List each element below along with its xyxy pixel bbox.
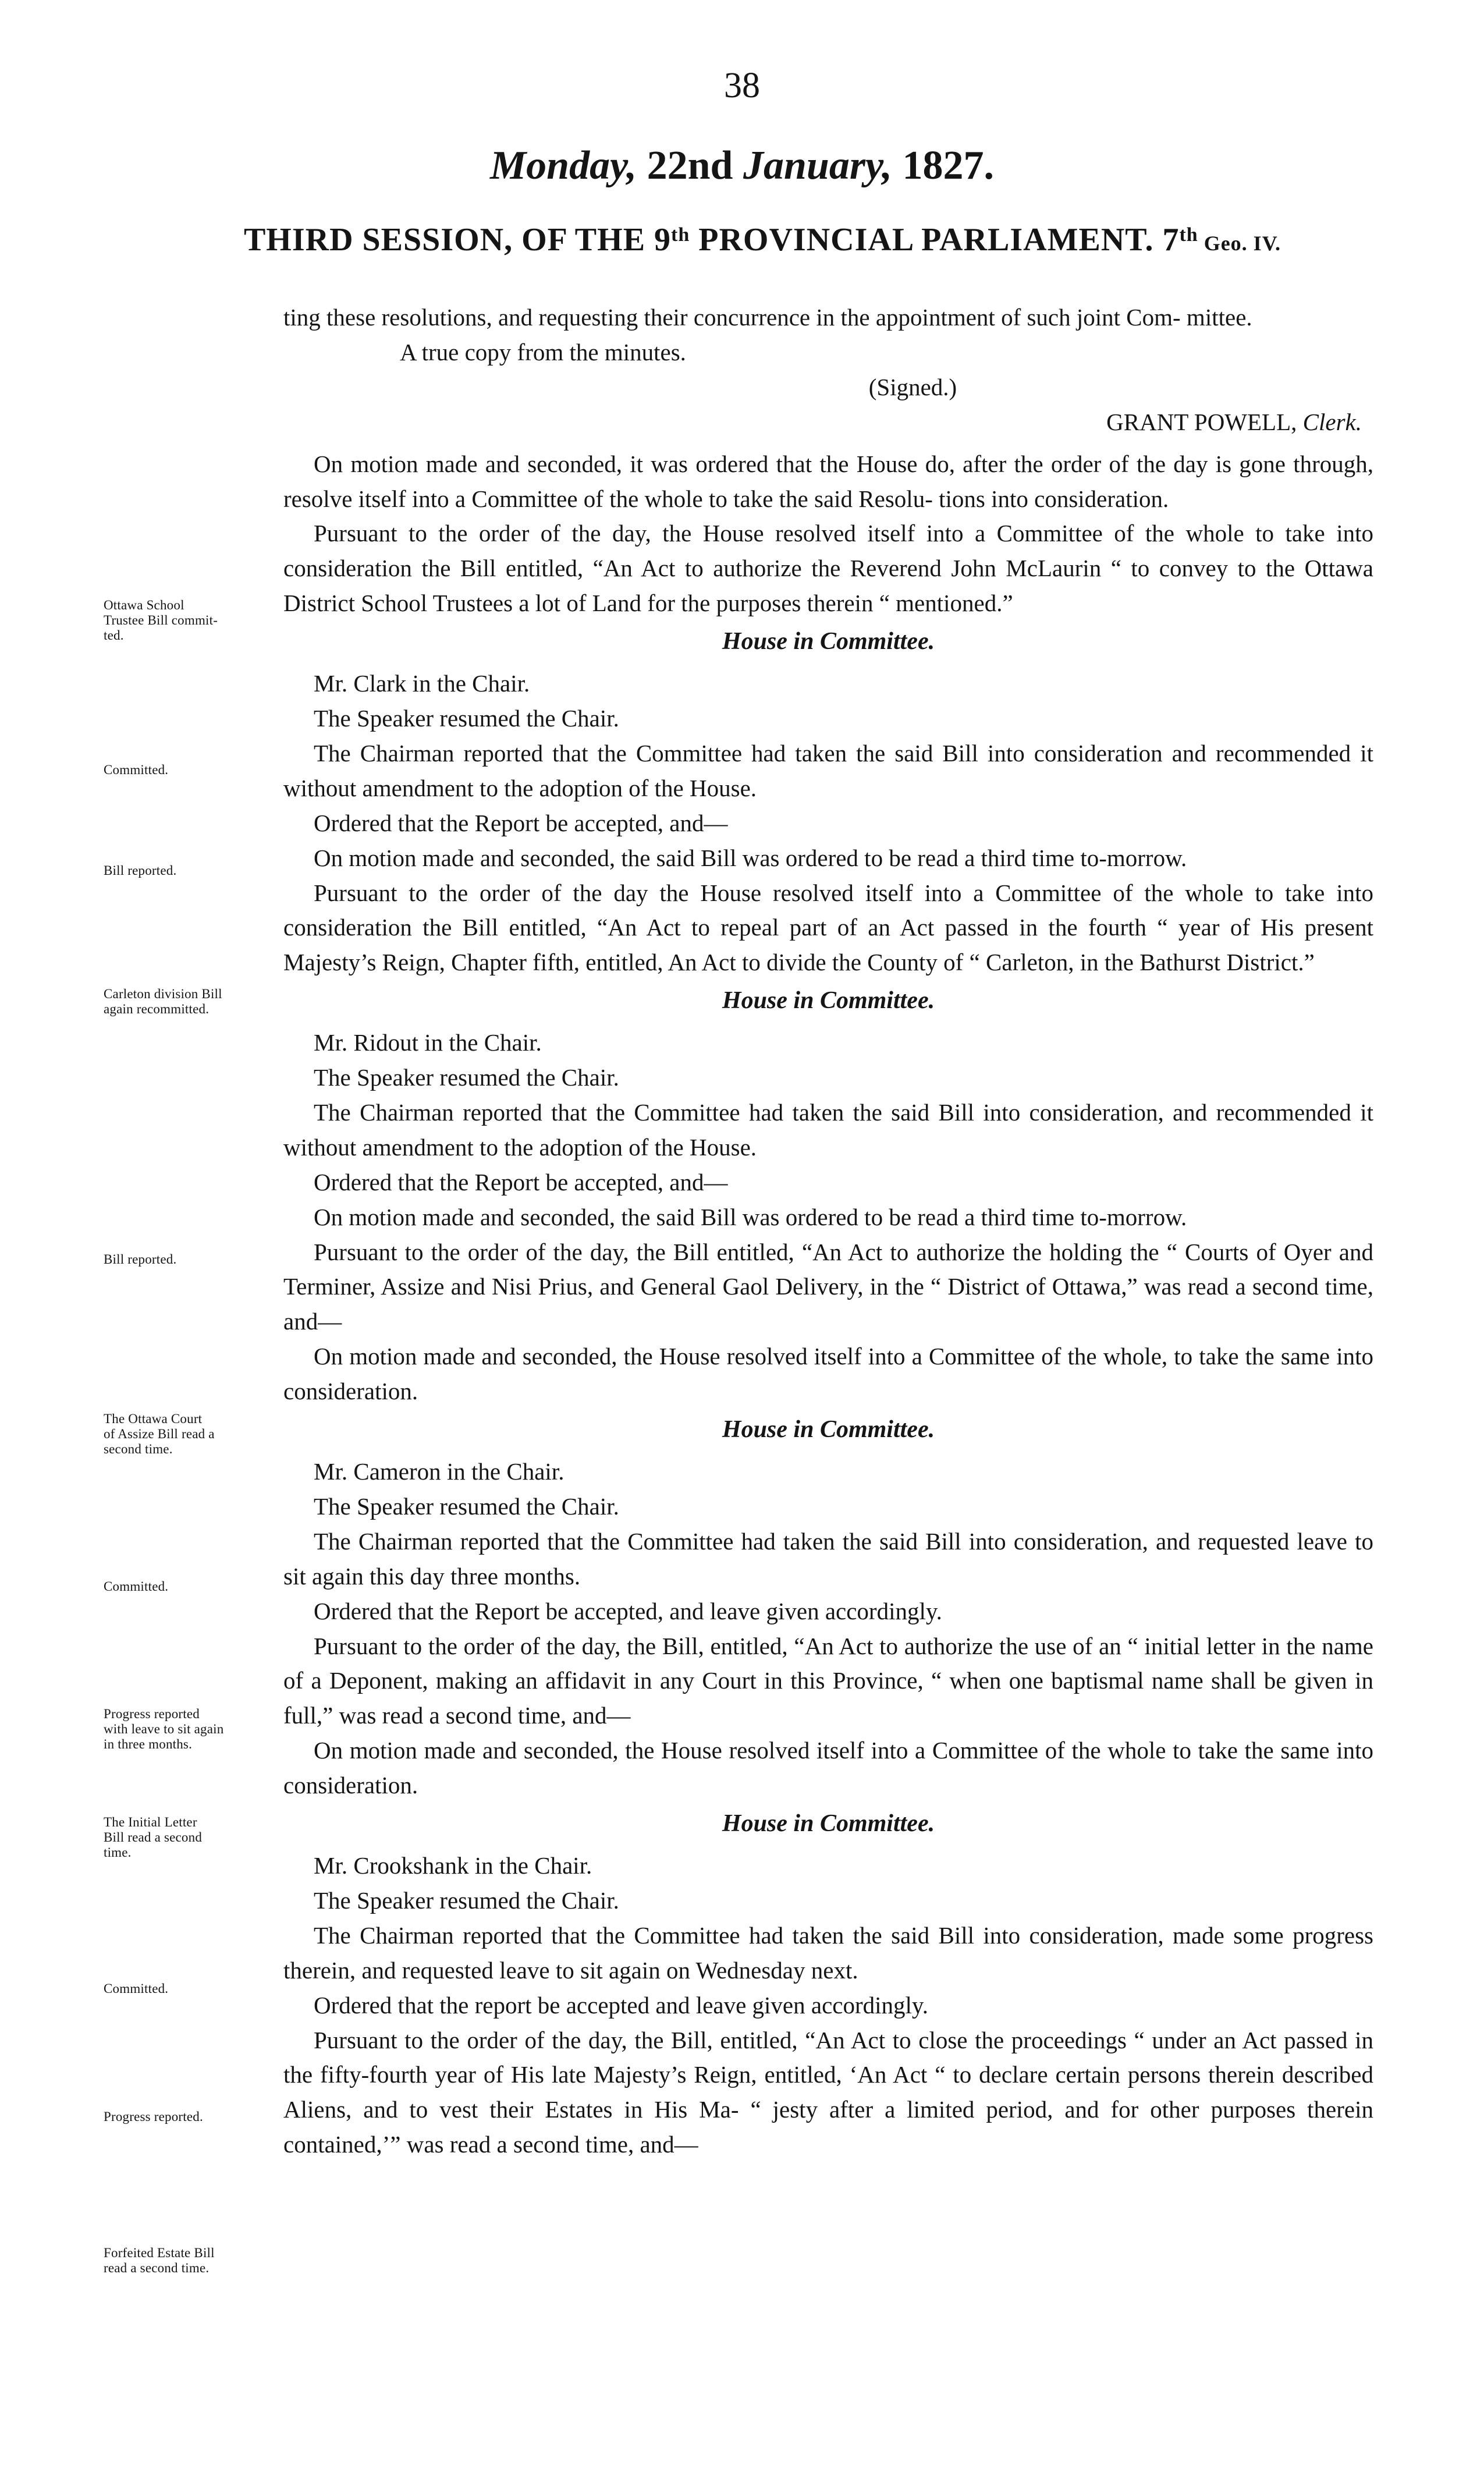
margin-note-line: Committed. bbox=[104, 762, 169, 777]
margin-note-line: again recommitted. bbox=[104, 1002, 210, 1016]
paragraph: Ordered that the Report be accepted, and— bbox=[314, 809, 728, 836]
date-year: 1827. bbox=[902, 143, 995, 188]
margin-note-line: read a second time. bbox=[104, 2261, 210, 2275]
date-number: 22nd bbox=[647, 143, 733, 188]
session-heading bbox=[87, 221, 1437, 258]
paragraph: On motion made and seconded, the said Bill was ordered to be read a third time to-morrow. bbox=[314, 1203, 1187, 1230]
paragraph: The Speaker resumed the Chair. bbox=[314, 1064, 619, 1091]
date-heading bbox=[0, 143, 1484, 189]
paragraph: The Chairman reported that the Committee had taken the said Bill into consideration, and requested leave to sit again this day three months. bbox=[283, 1527, 1373, 1590]
margin-note bbox=[104, 762, 278, 778]
margin-note-line: Trustee Bill commit- bbox=[104, 613, 218, 627]
paragraph: The Chairman reported that the Committee had taken the said Bill into consideration and recommended it without amendment to the adoption of the House. bbox=[283, 739, 1373, 801]
paragraph: A true copy from the minutes. bbox=[400, 338, 686, 366]
margin-note-line: second time. bbox=[104, 1442, 173, 1456]
margin-note-line: Carleton division Bill bbox=[104, 987, 222, 1001]
margin-note bbox=[104, 1707, 278, 1752]
margin-note-line: Committed. bbox=[104, 1579, 169, 1594]
paragraph: Mr. Ridout in the Chair. bbox=[314, 1029, 542, 1056]
paragraph: On motion made and seconded, the House resolved itself into a Committee of the whole to take the same into consideration. bbox=[283, 1737, 1373, 1799]
margin-note bbox=[104, 2246, 278, 2276]
paragraph: Ordered that the Report be accepted, and— bbox=[314, 1168, 728, 1196]
paragraph: Pursuant to the order of the day, the Bill, entitled, “An Act to close the proceedings “ under an Act passed in the fifty-fourth year of His late Majesty’s Reign, entitled, ‘An Act “ to declare certain persons therein described Aliens, and to vest their Estates in His Ma- “ jesty after a limited period, and for other purposes therein contained,’” was read a second time, and— bbox=[283, 2026, 1373, 2158]
margin-note bbox=[104, 863, 278, 878]
margin-note-line: Progress reported. bbox=[104, 2109, 203, 2124]
main-text bbox=[283, 300, 1373, 2162]
margin-note-line: Bill reported. bbox=[104, 863, 177, 878]
paragraph: Pursuant to the order of the day, the Bill entitled, “An Act to authorize the holding the “ Courts of Oyer and Terminer, Assize and Nisi Prius, and General Gaol Delivery, in the “ District of Ottawa,” was read a second time, and— bbox=[283, 1238, 1373, 1335]
margin-note bbox=[104, 987, 278, 1017]
paragraph: On motion made and seconded, the said Bill was ordered to be read a third time to-morrow. bbox=[314, 844, 1187, 871]
session-sup-2: th bbox=[1179, 224, 1198, 246]
paragraph: Ordered that the Report be accepted, and leave given accordingly. bbox=[314, 1597, 942, 1624]
margin-note-line: Committed. bbox=[104, 1981, 169, 1996]
paragraph: Pursuant to the order of the day, the House resolved itself into a Committee of the whole to take into consideration the Bill entitled, “An Act to authorize the Reverend John McLaurin “ to convey to the Ottawa District School Trustees a lot of Land for the purposes therein “ mentioned.” bbox=[283, 520, 1373, 617]
clerk-title: Clerk. bbox=[1302, 408, 1362, 435]
page-number: 38 bbox=[724, 66, 760, 105]
margin-note-line: Bill read a second bbox=[104, 1830, 203, 1845]
section-heading: House in Committee. bbox=[722, 1810, 935, 1838]
paragraph: Mr. Crookshank in the Chair. bbox=[314, 1851, 592, 1879]
paragraph: Ordered that the report be accepted and leave given accordingly. bbox=[314, 1991, 928, 2019]
session-sup-1: th bbox=[671, 224, 690, 246]
margin-note bbox=[104, 1411, 278, 1457]
paragraph: The Speaker resumed the Chair. bbox=[314, 1492, 619, 1520]
section-heading: House in Committee. bbox=[722, 1416, 935, 1443]
clerk-name: GRANT POWELL, bbox=[1106, 408, 1303, 435]
margin-note-line: with leave to sit again bbox=[104, 1722, 224, 1736]
paragraph: On motion made and seconded, it was ordered that the House do, after the order of the day is gone through, resolve itself into a Committee of the whole to take the said Resolu- tions into consideration. bbox=[283, 450, 1373, 512]
margin-note bbox=[104, 598, 278, 643]
paragraph: The Speaker resumed the Chair. bbox=[314, 704, 619, 732]
margin-note bbox=[104, 1252, 278, 1267]
paragraph: The Chairman reported that the Committee had taken the said Bill into consideration, made some progress therein, and requested leave to sit again on Wednesday next. bbox=[283, 1921, 1373, 1984]
margin-note-line: The Initial Letter bbox=[104, 1815, 197, 1829]
margin-note-line: of Assize Bill read a bbox=[104, 1427, 215, 1441]
paragraph: The Speaker resumed the Chair. bbox=[314, 1886, 619, 1914]
margin-note-line: in three months. bbox=[104, 1737, 193, 1751]
margin-note-line: Bill reported. bbox=[104, 1252, 177, 1267]
session-geo: Geo. IV. bbox=[1198, 232, 1281, 255]
paragraph: The Chairman reported that the Committee had taken the said Bill into consideration, and recommended it without amendment to the adoption of the House. bbox=[283, 1098, 1373, 1161]
margin-note bbox=[104, 2109, 278, 2124]
paragraph: Pursuant to the order of the day the House resolved itself into a Committee of the whole to take into consideration the Bill entitled, “An Act to repeal part of an Act passed in the fourth “ year of His present Majesty’s Reign, Chapter fifth, entitled, An Act to divide the County of “ Carleton, in the Bathurst District.” bbox=[283, 879, 1373, 976]
paragraph: On motion made and seconded, the House resolved itself into a Committee of the whole, to take the same into consideration. bbox=[283, 1343, 1373, 1405]
margin-note bbox=[104, 1981, 278, 1996]
paragraph: Mr. Clark in the Chair. bbox=[314, 670, 530, 697]
section-heading: House in Committee. bbox=[722, 628, 935, 655]
margin-note-line: Forfeited Estate Bill bbox=[104, 2246, 215, 2260]
date-month: January, bbox=[743, 143, 893, 188]
margin-note bbox=[104, 1815, 278, 1860]
paragraph: Mr. Cameron in the Chair. bbox=[314, 1458, 565, 1485]
signed-label: (Signed.) bbox=[868, 373, 957, 400]
margin-note bbox=[104, 1579, 278, 1594]
paragraph: ting these resolutions, and requesting their concurrence in the appointment of such joint Com- mittee. bbox=[283, 304, 1252, 331]
paragraph: Pursuant to the order of the day, the Bill, entitled, “An Act to authorize the use of an “ initial letter in the name of a Deponent, making an affidavit in any Court in this Province, “ when one baptismal name shall be given in full,” was read a second time, and— bbox=[283, 1632, 1373, 1729]
margin-note-line: Ottawa School bbox=[104, 598, 184, 612]
clerk-signature bbox=[283, 405, 1373, 440]
session-main: THIRD SESSION, OF THE 9 bbox=[243, 222, 672, 258]
margin-note-line: ted. bbox=[104, 628, 124, 643]
date-day: Monday, bbox=[489, 143, 637, 188]
section-heading: House in Committee. bbox=[722, 987, 935, 1015]
session-mid: PROVINCIAL PARLIAMENT. 7 bbox=[690, 222, 1180, 258]
margin-note-line: The Ottawa Court bbox=[104, 1411, 203, 1426]
margin-note-line: Progress reported bbox=[104, 1707, 200, 1721]
margin-note-line: time. bbox=[104, 1845, 132, 1860]
